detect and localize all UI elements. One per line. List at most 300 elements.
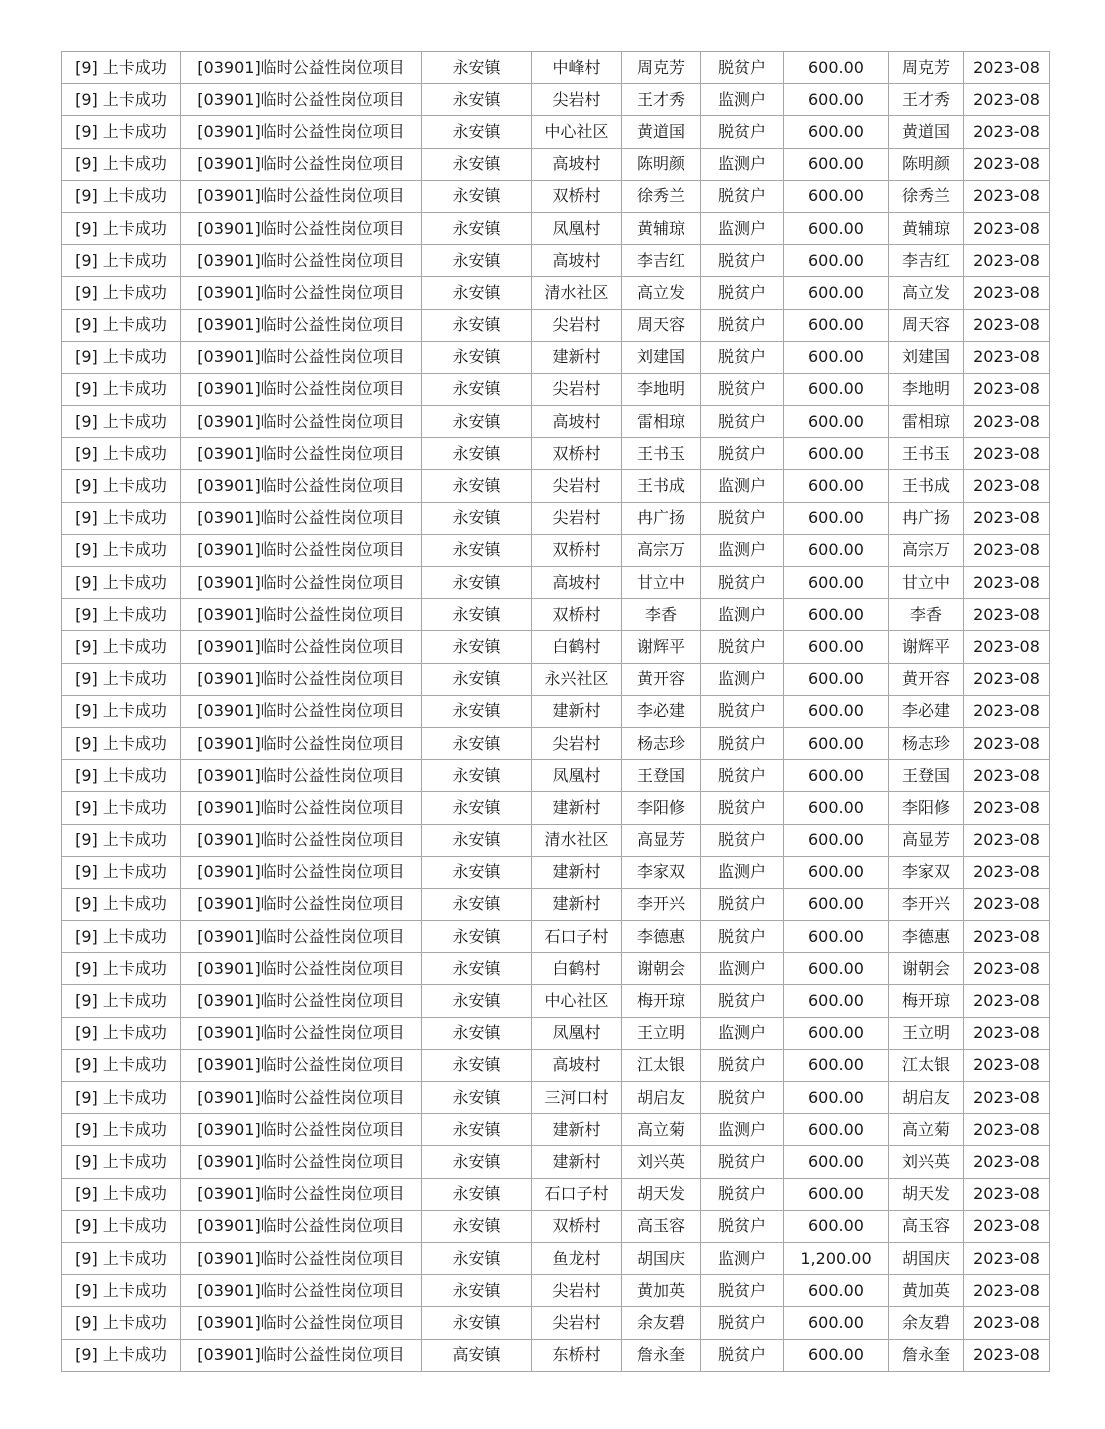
- household-type-cell: 脱贫户: [701, 727, 784, 759]
- project-cell: [03901]临时公益性岗位项目: [181, 1275, 422, 1307]
- household-type-cell: 脱贫户: [701, 824, 784, 856]
- table-row: [62, 1339, 1050, 1371]
- name-cell: 余友碧: [622, 1307, 701, 1339]
- village-cell: 清水社区: [532, 824, 622, 856]
- project-cell: [03901]临时公益性岗位项目: [181, 1146, 422, 1178]
- town-cell: 永安镇: [422, 277, 532, 309]
- payee-cell: 李吉红: [889, 245, 964, 277]
- table-row: [62, 52, 1050, 84]
- project-cell: [03901]临时公益性岗位项目: [181, 888, 422, 920]
- table-row: [62, 245, 1050, 277]
- payee-cell: 杨志珍: [889, 727, 964, 759]
- name-cell: 梅开琼: [622, 985, 701, 1017]
- period-cell: 2023-08: [964, 180, 1050, 212]
- name-cell: 李阳修: [622, 792, 701, 824]
- amount-cell: 600.00: [784, 502, 889, 534]
- name-cell: 胡天发: [622, 1178, 701, 1210]
- table-row: [62, 277, 1050, 309]
- town-cell: 永安镇: [422, 1242, 532, 1274]
- village-cell: 石口子村: [532, 1178, 622, 1210]
- name-cell: 周克芳: [622, 52, 701, 84]
- project-cell: [03901]临时公益性岗位项目: [181, 277, 422, 309]
- period-cell: 2023-08: [964, 534, 1050, 566]
- table-row: [62, 309, 1050, 341]
- status-cell: [9] 上卡成功: [62, 245, 181, 277]
- period-cell: 2023-08: [964, 1017, 1050, 1049]
- village-cell: 凤凰村: [532, 760, 622, 792]
- period-cell: 2023-08: [964, 245, 1050, 277]
- table-row: [62, 567, 1050, 599]
- table-row: [62, 180, 1050, 212]
- status-cell: [9] 上卡成功: [62, 341, 181, 373]
- period-cell: 2023-08: [964, 1275, 1050, 1307]
- name-cell: 雷相琼: [622, 406, 701, 438]
- status-cell: [9] 上卡成功: [62, 1275, 181, 1307]
- village-cell: 东桥村: [532, 1339, 622, 1371]
- household-type-cell: 监测户: [701, 534, 784, 566]
- table-row: [62, 470, 1050, 502]
- status-cell: [9] 上卡成功: [62, 84, 181, 116]
- town-cell: 永安镇: [422, 953, 532, 985]
- project-cell: [03901]临时公益性岗位项目: [181, 1210, 422, 1242]
- town-cell: 永安镇: [422, 663, 532, 695]
- period-cell: 2023-08: [964, 1178, 1050, 1210]
- period-cell: 2023-08: [964, 116, 1050, 148]
- village-cell: 建新村: [532, 1114, 622, 1146]
- household-type-cell: 脱贫户: [701, 760, 784, 792]
- name-cell: 高立发: [622, 277, 701, 309]
- period-cell: 2023-08: [964, 438, 1050, 470]
- name-cell: 高立菊: [622, 1114, 701, 1146]
- period-cell: 2023-08: [964, 277, 1050, 309]
- village-cell: 鱼龙村: [532, 1242, 622, 1274]
- town-cell: 永安镇: [422, 309, 532, 341]
- town-cell: 永安镇: [422, 792, 532, 824]
- amount-cell: 600.00: [784, 180, 889, 212]
- household-type-cell: 监测户: [701, 1242, 784, 1274]
- table-row: [62, 856, 1050, 888]
- household-type-cell: 脱贫户: [701, 1339, 784, 1371]
- village-cell: 双桥村: [532, 438, 622, 470]
- name-cell: 李必建: [622, 695, 701, 727]
- household-type-cell: 监测户: [701, 148, 784, 180]
- table-row: [62, 985, 1050, 1017]
- period-cell: 2023-08: [964, 470, 1050, 502]
- status-cell: [9] 上卡成功: [62, 1082, 181, 1114]
- table-row: [62, 1242, 1050, 1274]
- name-cell: 王才秀: [622, 84, 701, 116]
- payee-cell: 刘兴英: [889, 1146, 964, 1178]
- village-cell: 建新村: [532, 856, 622, 888]
- town-cell: 永安镇: [422, 245, 532, 277]
- project-cell: [03901]临时公益性岗位项目: [181, 373, 422, 405]
- name-cell: 谢辉平: [622, 631, 701, 663]
- project-cell: [03901]临时公益性岗位项目: [181, 116, 422, 148]
- table-row: [62, 1049, 1050, 1081]
- period-cell: 2023-08: [964, 856, 1050, 888]
- village-cell: 中峰村: [532, 52, 622, 84]
- table-row: [62, 534, 1050, 566]
- project-cell: [03901]临时公益性岗位项目: [181, 438, 422, 470]
- payee-cell: 冉广扬: [889, 502, 964, 534]
- payee-cell: 周天容: [889, 309, 964, 341]
- village-cell: 尖岩村: [532, 502, 622, 534]
- name-cell: 李吉红: [622, 245, 701, 277]
- village-cell: 双桥村: [532, 1210, 622, 1242]
- payee-cell: 黄辅琼: [889, 212, 964, 244]
- period-cell: 2023-08: [964, 1307, 1050, 1339]
- name-cell: 江太银: [622, 1049, 701, 1081]
- table-row: [62, 373, 1050, 405]
- town-cell: 永安镇: [422, 341, 532, 373]
- household-type-cell: 脱贫户: [701, 1082, 784, 1114]
- period-cell: 2023-08: [964, 373, 1050, 405]
- table-row: [62, 212, 1050, 244]
- table-row: [62, 502, 1050, 534]
- payee-cell: 余友碧: [889, 1307, 964, 1339]
- town-cell: 永安镇: [422, 1146, 532, 1178]
- payee-cell: 高宗万: [889, 534, 964, 566]
- household-type-cell: 脱贫户: [701, 341, 784, 373]
- project-cell: [03901]临时公益性岗位项目: [181, 985, 422, 1017]
- name-cell: 黄道国: [622, 116, 701, 148]
- amount-cell: 600.00: [784, 888, 889, 920]
- amount-cell: 600.00: [784, 534, 889, 566]
- status-cell: [9] 上卡成功: [62, 760, 181, 792]
- name-cell: 李开兴: [622, 888, 701, 920]
- town-cell: 永安镇: [422, 1017, 532, 1049]
- table-row: [62, 1275, 1050, 1307]
- project-cell: [03901]临时公益性岗位项目: [181, 695, 422, 727]
- project-cell: [03901]临时公益性岗位项目: [181, 1017, 422, 1049]
- status-cell: [9] 上卡成功: [62, 695, 181, 727]
- household-type-cell: 脱贫户: [701, 502, 784, 534]
- status-cell: [9] 上卡成功: [62, 1339, 181, 1371]
- name-cell: 詹永奎: [622, 1339, 701, 1371]
- name-cell: 黄辅琼: [622, 212, 701, 244]
- town-cell: 永安镇: [422, 470, 532, 502]
- household-type-cell: 脱贫户: [701, 277, 784, 309]
- amount-cell: 600.00: [784, 953, 889, 985]
- project-cell: [03901]临时公益性岗位项目: [181, 1242, 422, 1274]
- household-type-cell: 脱贫户: [701, 1275, 784, 1307]
- period-cell: 2023-08: [964, 695, 1050, 727]
- period-cell: 2023-08: [964, 921, 1050, 953]
- payee-cell: 黄道国: [889, 116, 964, 148]
- period-cell: 2023-08: [964, 1114, 1050, 1146]
- project-cell: [03901]临时公益性岗位项目: [181, 792, 422, 824]
- status-cell: [9] 上卡成功: [62, 1210, 181, 1242]
- household-type-cell: 脱贫户: [701, 888, 784, 920]
- status-cell: [9] 上卡成功: [62, 631, 181, 663]
- town-cell: 永安镇: [422, 824, 532, 856]
- name-cell: 李香: [622, 599, 701, 631]
- town-cell: 永安镇: [422, 1082, 532, 1114]
- table-row: [62, 695, 1050, 727]
- amount-cell: 600.00: [784, 760, 889, 792]
- name-cell: 王立明: [622, 1017, 701, 1049]
- amount-cell: 600.00: [784, 1339, 889, 1371]
- household-type-cell: 脱贫户: [701, 1307, 784, 1339]
- village-cell: 建新村: [532, 888, 622, 920]
- household-type-cell: 脱贫户: [701, 52, 784, 84]
- village-cell: 建新村: [532, 1146, 622, 1178]
- amount-cell: 600.00: [784, 631, 889, 663]
- period-cell: 2023-08: [964, 824, 1050, 856]
- amount-cell: 600.00: [784, 985, 889, 1017]
- amount-cell: 600.00: [784, 245, 889, 277]
- payee-cell: 黄开容: [889, 663, 964, 695]
- name-cell: 刘兴英: [622, 1146, 701, 1178]
- project-cell: [03901]临时公益性岗位项目: [181, 824, 422, 856]
- project-cell: [03901]临时公益性岗位项目: [181, 599, 422, 631]
- town-cell: 永安镇: [422, 180, 532, 212]
- town-cell: 永安镇: [422, 985, 532, 1017]
- village-cell: 尖岩村: [532, 84, 622, 116]
- name-cell: 王书玉: [622, 438, 701, 470]
- table-row: [62, 760, 1050, 792]
- town-cell: 永安镇: [422, 1049, 532, 1081]
- period-cell: 2023-08: [964, 727, 1050, 759]
- period-cell: 2023-08: [964, 1242, 1050, 1274]
- table-row: [62, 727, 1050, 759]
- town-cell: 永安镇: [422, 534, 532, 566]
- village-cell: 清水社区: [532, 277, 622, 309]
- household-type-cell: 脱贫户: [701, 1178, 784, 1210]
- status-cell: [9] 上卡成功: [62, 406, 181, 438]
- status-cell: [9] 上卡成功: [62, 1307, 181, 1339]
- village-cell: 建新村: [532, 695, 622, 727]
- payee-cell: 江太银: [889, 1049, 964, 1081]
- status-cell: [9] 上卡成功: [62, 1146, 181, 1178]
- project-cell: [03901]临时公益性岗位项目: [181, 1339, 422, 1371]
- amount-cell: 600.00: [784, 116, 889, 148]
- household-type-cell: 脱贫户: [701, 1146, 784, 1178]
- period-cell: 2023-08: [964, 985, 1050, 1017]
- period-cell: 2023-08: [964, 663, 1050, 695]
- payee-cell: 周克芳: [889, 52, 964, 84]
- name-cell: 徐秀兰: [622, 180, 701, 212]
- town-cell: 高安镇: [422, 1339, 532, 1371]
- status-cell: [9] 上卡成功: [62, 534, 181, 566]
- project-cell: [03901]临时公益性岗位项目: [181, 84, 422, 116]
- period-cell: 2023-08: [964, 792, 1050, 824]
- household-type-cell: 脱贫户: [701, 1210, 784, 1242]
- project-cell: [03901]临时公益性岗位项目: [181, 1178, 422, 1210]
- period-cell: 2023-08: [964, 1049, 1050, 1081]
- table-row: [62, 953, 1050, 985]
- town-cell: 永安镇: [422, 406, 532, 438]
- amount-cell: 600.00: [784, 277, 889, 309]
- payee-cell: 高立发: [889, 277, 964, 309]
- amount-cell: 600.00: [784, 599, 889, 631]
- table-row: [62, 663, 1050, 695]
- amount-cell: 600.00: [784, 824, 889, 856]
- town-cell: 永安镇: [422, 727, 532, 759]
- status-cell: [9] 上卡成功: [62, 1049, 181, 1081]
- project-cell: [03901]临时公益性岗位项目: [181, 663, 422, 695]
- period-cell: 2023-08: [964, 1210, 1050, 1242]
- project-cell: [03901]临时公益性岗位项目: [181, 180, 422, 212]
- table-row: [62, 1017, 1050, 1049]
- status-cell: [9] 上卡成功: [62, 1242, 181, 1274]
- payee-cell: 胡天发: [889, 1178, 964, 1210]
- amount-cell: 600.00: [784, 148, 889, 180]
- status-cell: [9] 上卡成功: [62, 727, 181, 759]
- table-row: [62, 1178, 1050, 1210]
- period-cell: 2023-08: [964, 599, 1050, 631]
- table-row: [62, 888, 1050, 920]
- table-row: [62, 1146, 1050, 1178]
- table-row: [62, 921, 1050, 953]
- name-cell: 杨志珍: [622, 727, 701, 759]
- amount-cell: 600.00: [784, 1114, 889, 1146]
- amount-cell: 600.00: [784, 1307, 889, 1339]
- project-cell: [03901]临时公益性岗位项目: [181, 470, 422, 502]
- village-cell: 三河口村: [532, 1082, 622, 1114]
- household-type-cell: 脱贫户: [701, 309, 784, 341]
- project-cell: [03901]临时公益性岗位项目: [181, 341, 422, 373]
- name-cell: 谢朝会: [622, 953, 701, 985]
- name-cell: 高玉容: [622, 1210, 701, 1242]
- village-cell: 高坡村: [532, 245, 622, 277]
- amount-cell: 600.00: [784, 341, 889, 373]
- name-cell: 高显芳: [622, 824, 701, 856]
- town-cell: 永安镇: [422, 502, 532, 534]
- payment-record-sheet: [61, 51, 1050, 1372]
- amount-cell: 600.00: [784, 470, 889, 502]
- payee-cell: 李必建: [889, 695, 964, 727]
- name-cell: 黄开容: [622, 663, 701, 695]
- status-cell: [9] 上卡成功: [62, 373, 181, 405]
- amount-cell: 600.00: [784, 212, 889, 244]
- household-type-cell: 监测户: [701, 1017, 784, 1049]
- household-type-cell: 脱贫户: [701, 116, 784, 148]
- table-row: [62, 792, 1050, 824]
- table-row: [62, 1307, 1050, 1339]
- village-cell: 尖岩村: [532, 727, 622, 759]
- status-cell: [9] 上卡成功: [62, 470, 181, 502]
- household-type-cell: 监测户: [701, 84, 784, 116]
- name-cell: 胡启友: [622, 1082, 701, 1114]
- town-cell: 永安镇: [422, 631, 532, 663]
- town-cell: 永安镇: [422, 888, 532, 920]
- period-cell: 2023-08: [964, 84, 1050, 116]
- amount-cell: 600.00: [784, 1275, 889, 1307]
- table-row: [62, 438, 1050, 470]
- payee-cell: 王才秀: [889, 84, 964, 116]
- project-cell: [03901]临时公益性岗位项目: [181, 760, 422, 792]
- status-cell: [9] 上卡成功: [62, 1017, 181, 1049]
- period-cell: 2023-08: [964, 502, 1050, 534]
- amount-cell: 600.00: [784, 792, 889, 824]
- town-cell: 永安镇: [422, 148, 532, 180]
- name-cell: 甘立中: [622, 567, 701, 599]
- amount-cell: 600.00: [784, 695, 889, 727]
- town-cell: 永安镇: [422, 921, 532, 953]
- household-type-cell: 监测户: [701, 212, 784, 244]
- status-cell: [9] 上卡成功: [62, 116, 181, 148]
- status-cell: [9] 上卡成功: [62, 1114, 181, 1146]
- project-cell: [03901]临时公益性岗位项目: [181, 953, 422, 985]
- table-row: [62, 824, 1050, 856]
- amount-cell: 600.00: [784, 1082, 889, 1114]
- village-cell: 高坡村: [532, 406, 622, 438]
- status-cell: [9] 上卡成功: [62, 824, 181, 856]
- project-cell: [03901]临时公益性岗位项目: [181, 245, 422, 277]
- payee-cell: 李开兴: [889, 888, 964, 920]
- status-cell: [9] 上卡成功: [62, 953, 181, 985]
- amount-cell: 600.00: [784, 84, 889, 116]
- period-cell: 2023-08: [964, 953, 1050, 985]
- payee-cell: 徐秀兰: [889, 180, 964, 212]
- name-cell: 李家双: [622, 856, 701, 888]
- town-cell: 永安镇: [422, 567, 532, 599]
- name-cell: 冉广扬: [622, 502, 701, 534]
- town-cell: 永安镇: [422, 438, 532, 470]
- status-cell: [9] 上卡成功: [62, 212, 181, 244]
- project-cell: [03901]临时公益性岗位项目: [181, 856, 422, 888]
- period-cell: 2023-08: [964, 148, 1050, 180]
- payee-cell: 詹永奎: [889, 1339, 964, 1371]
- project-cell: [03901]临时公益性岗位项目: [181, 309, 422, 341]
- project-cell: [03901]临时公益性岗位项目: [181, 502, 422, 534]
- payee-cell: 黄加英: [889, 1275, 964, 1307]
- village-cell: 凤凰村: [532, 1017, 622, 1049]
- household-type-cell: 脱贫户: [701, 438, 784, 470]
- village-cell: 中心社区: [532, 116, 622, 148]
- status-cell: [9] 上卡成功: [62, 309, 181, 341]
- payee-cell: 胡国庆: [889, 1242, 964, 1274]
- payee-cell: 刘建国: [889, 341, 964, 373]
- village-cell: 永兴社区: [532, 663, 622, 695]
- household-type-cell: 脱贫户: [701, 792, 784, 824]
- payee-cell: 梅开琼: [889, 985, 964, 1017]
- amount-cell: 600.00: [784, 1210, 889, 1242]
- town-cell: 永安镇: [422, 856, 532, 888]
- status-cell: [9] 上卡成功: [62, 599, 181, 631]
- name-cell: 李地明: [622, 373, 701, 405]
- project-cell: [03901]临时公益性岗位项目: [181, 406, 422, 438]
- town-cell: 永安镇: [422, 52, 532, 84]
- household-type-cell: 脱贫户: [701, 1049, 784, 1081]
- name-cell: 李德惠: [622, 921, 701, 953]
- payee-cell: 王登国: [889, 760, 964, 792]
- payee-cell: 谢辉平: [889, 631, 964, 663]
- amount-cell: 600.00: [784, 1178, 889, 1210]
- town-cell: 永安镇: [422, 1178, 532, 1210]
- period-cell: 2023-08: [964, 888, 1050, 920]
- name-cell: 陈明颜: [622, 148, 701, 180]
- period-cell: 2023-08: [964, 1082, 1050, 1114]
- household-type-cell: 脱贫户: [701, 985, 784, 1017]
- status-cell: [9] 上卡成功: [62, 921, 181, 953]
- payee-cell: 陈明颜: [889, 148, 964, 180]
- amount-cell: 600.00: [784, 1146, 889, 1178]
- status-cell: [9] 上卡成功: [62, 148, 181, 180]
- status-cell: [9] 上卡成功: [62, 277, 181, 309]
- amount-cell: 600.00: [784, 52, 889, 84]
- town-cell: 永安镇: [422, 695, 532, 727]
- project-cell: [03901]临时公益性岗位项目: [181, 1114, 422, 1146]
- town-cell: 永安镇: [422, 116, 532, 148]
- table-row: [62, 116, 1050, 148]
- status-cell: [9] 上卡成功: [62, 985, 181, 1017]
- table-row: [62, 1082, 1050, 1114]
- table-row: [62, 341, 1050, 373]
- village-cell: 凤凰村: [532, 212, 622, 244]
- project-cell: [03901]临时公益性岗位项目: [181, 52, 422, 84]
